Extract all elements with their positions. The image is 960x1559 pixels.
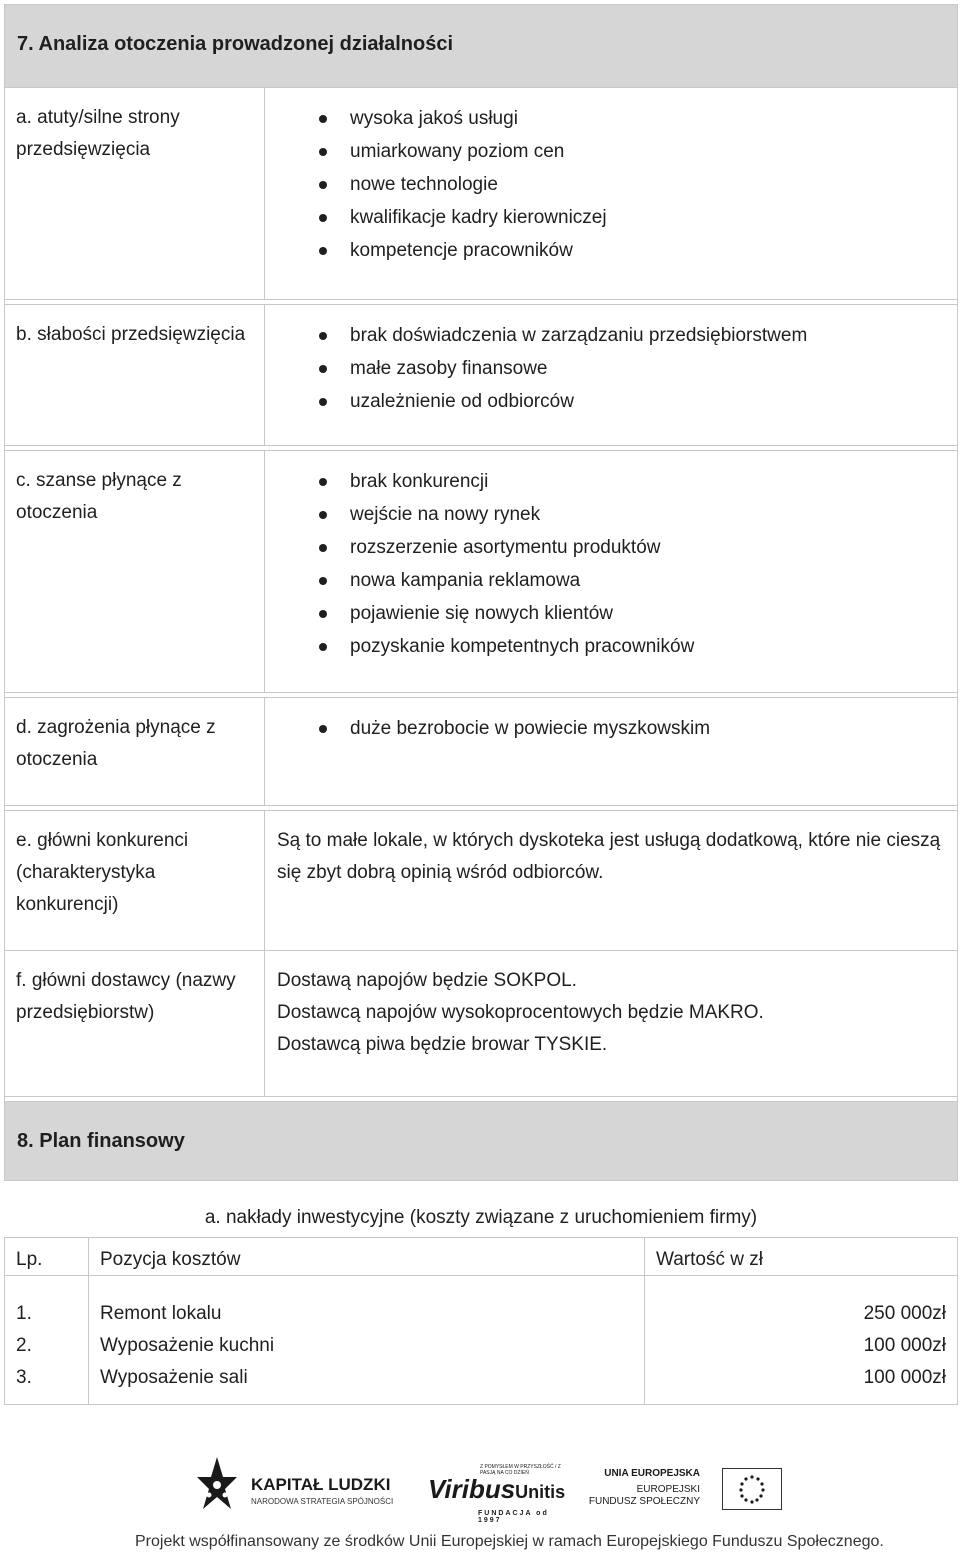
analysis-table [4, 4, 958, 1181]
row-content-suppliers [265, 951, 958, 1097]
table-cell: 250 000zł [863, 1303, 946, 1324]
vu-subtitle: FUNDACJA od 1997 [478, 1510, 549, 1524]
item-cell [89, 1276, 645, 1405]
eu-logo [588, 1466, 784, 1526]
row-content-opportunities [265, 451, 958, 693]
vu-name [428, 1474, 565, 1505]
vu-name-part2: Unitis [515, 1482, 566, 1502]
costs-header-row [5, 1238, 958, 1276]
column-header: Pozycja kosztów [89, 1238, 645, 1276]
column-header: Lp. [5, 1238, 89, 1276]
list-item: rozszerzenie asortymentu produktów [277, 531, 947, 564]
eu-line-1: UNIA EUROPEJSKA [604, 1468, 700, 1479]
paragraph: Dostawcą napojów wysokoprocentowych będzie MAKRO. [277, 1002, 764, 1023]
table-cell: Remont lokalu [100, 1303, 222, 1324]
row-label-threats: d. zagrożenia płynące z otoczenia [5, 698, 265, 806]
table-cell: 100 000zł [863, 1335, 946, 1356]
table-cell: Wyposażenie kuchni [100, 1335, 275, 1356]
footer [0, 1430, 960, 1559]
list-item: umiarkowany poziom cen [277, 135, 947, 168]
costs-table [4, 1237, 958, 1405]
table-cell: 1. [16, 1303, 32, 1324]
row-label-suppliers: f. główni dostawcy (nazwy przedsiębiorstw) [5, 951, 265, 1097]
row-label-competitors: e. główni konkurenci (charakterystyka konkurencji) [5, 811, 265, 951]
list-item: brak konkurencji [277, 465, 947, 498]
kl-subtitle: NARODOWA STRATEGIA SPÓJNOŚCI [251, 1497, 394, 1506]
row-content-weaknesses [265, 305, 958, 446]
row-label-opportunities: c. szanse płynące z otoczenia [5, 451, 265, 693]
kapital-ludzki-logo [195, 1455, 395, 1525]
table-cell: 2. [16, 1335, 32, 1356]
list-item: pojawienie się nowych klientów [277, 597, 947, 630]
list-item: duże bezrobocie w powiecie myszkowskim [277, 712, 947, 745]
eu-flag-icon [722, 1468, 782, 1510]
funding-note: Projekt współfinansowany ze środków Unii Europejskiej w ramach Europejskiego Funduszu Społecznego. [135, 1533, 884, 1550]
eu-line-3: FUNDUSZ SPOŁECZNY [588, 1496, 700, 1507]
value-cell [645, 1276, 958, 1405]
list-item: brak doświadczenia w zarządzaniu przedsiębiorstwem [277, 319, 947, 352]
table-cell: Wyposażenie sali [100, 1367, 248, 1388]
costs-body-row [5, 1276, 958, 1405]
kl-title: KAPITAŁ LUDZKI [251, 1475, 391, 1494]
list-item: uzależnienie od odbiorców [277, 385, 947, 418]
column-header: Wartość w zł [645, 1238, 958, 1276]
document-page [4, 4, 958, 1405]
section-8-title: 8. Plan finansowy [5, 1102, 958, 1181]
row-label-weaknesses: b. słabości przedsięwzięcia [5, 305, 265, 446]
list-item: wysoka jakoś usługi [277, 102, 947, 135]
paragraph: Dostawą napojów będzie SOKPOL. [277, 970, 577, 991]
vu-name-part1: Viribus [428, 1474, 516, 1504]
viribus-unitis-logo [428, 1464, 573, 1528]
list-item: kwalifikacje kadry kierowniczej [277, 201, 947, 234]
list-item: nowa kampania reklamowa [277, 564, 947, 597]
row-content-strengths [265, 88, 958, 300]
lp-cell [5, 1276, 89, 1405]
vu-tagline: Z POMYSŁEM W PRZYSZŁOŚĆ / Z PASJĄ NA CO DZIEŃ [480, 1464, 561, 1476]
list-item: kompetencje pracowników [277, 234, 947, 267]
star-people-icon [195, 1455, 239, 1521]
row-content-competitors [265, 811, 958, 951]
list-item: wejście na nowy rynek [277, 498, 947, 531]
eu-line-2: EUROPEJSKI [636, 1484, 700, 1495]
paragraph: Dostawcą piwa będzie browar TYSKIE. [277, 1034, 608, 1055]
footer-logos [0, 1450, 960, 1542]
section-8-subtitle: a. nakłady inwestycyjne (koszty związane z uruchomieniem firmy) [204, 1207, 758, 1228]
section-7-title: 7. Analiza otoczenia prowadzonej działalności [5, 5, 958, 88]
row-label-strengths: a. atuty/silne strony przedsięwzięcia [5, 88, 265, 300]
table-cell: 3. [16, 1367, 32, 1388]
list-item: nowe technologie [277, 168, 947, 201]
list-item: pozyskanie kompetentnych pracowników [277, 630, 947, 663]
table-cell: 100 000zł [863, 1367, 946, 1388]
row-content-threats [265, 698, 958, 806]
paragraph: Są to małe lokale, w których dyskoteka jest usługą dodatkową, które nie cieszą się zbyt dobrą opinią wśród odbiorców. [277, 830, 941, 883]
list-item: małe zasoby finansowe [277, 352, 947, 385]
